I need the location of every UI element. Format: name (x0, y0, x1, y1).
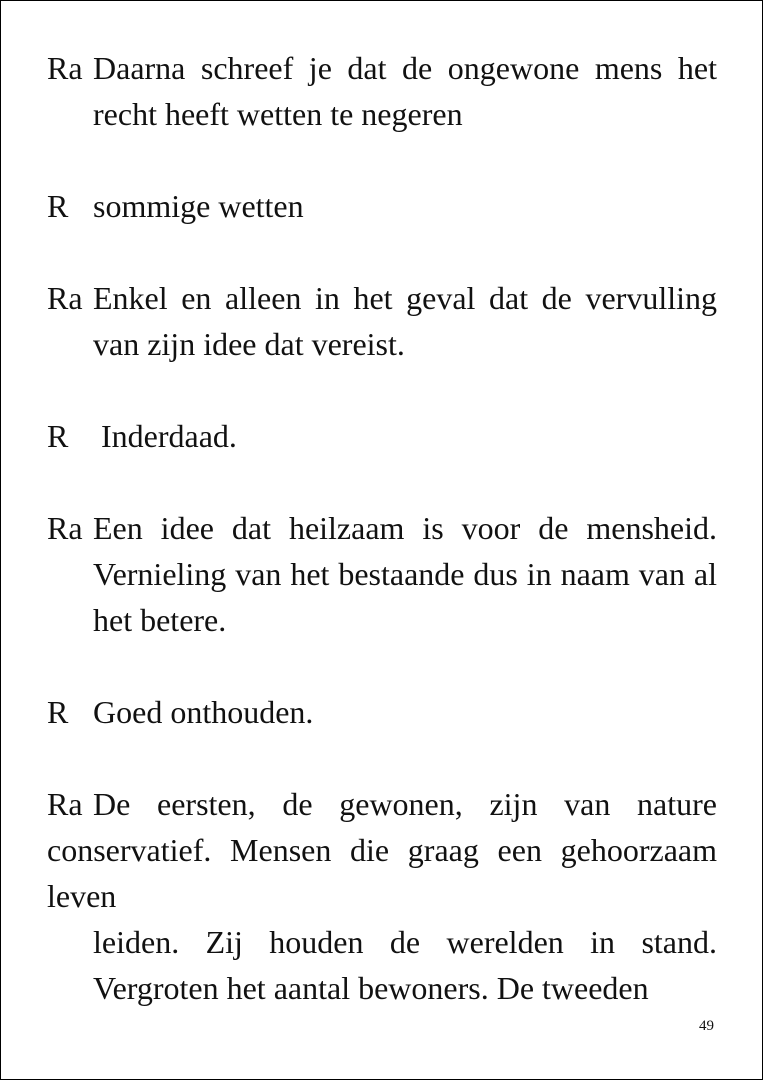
dialogue-entry (47, 45, 717, 137)
dialogue-text: sommige wetten (93, 188, 304, 224)
speaker-label: Ra (47, 510, 83, 546)
dialogue-text-first-part (47, 781, 717, 919)
dialogue-entry (47, 183, 717, 229)
dialogue-text: Daarna schreef je dat de ongewone mens het recht heeft wetten te negeren (93, 50, 717, 132)
speaker-label: R (47, 694, 69, 730)
dialogue-entry (47, 275, 717, 367)
speaker-label: Ra (47, 50, 83, 86)
page-body (47, 45, 717, 1011)
dialogue-text: Inderdaad. (101, 418, 237, 454)
dialogue-entry (47, 689, 717, 735)
dialogue-text-continuation: leiden. Zij houden de werelden in stand. Vergroten het aantal bewoners. De tweeden (93, 924, 717, 1006)
speaker-label: Ra (47, 280, 83, 316)
dialogue-text: Enkel en alleen in het geval dat de vervulling van zijn idee dat vereist. (93, 280, 717, 362)
speaker-label: R (47, 188, 69, 224)
dialogue-entry (47, 505, 717, 643)
dialogue-text: De eersten, de gewonen, zijn van nature conservatief. Mensen die graag een gehoorzaam leven (47, 786, 717, 914)
dialogue-entry-last (47, 781, 717, 1011)
dialogue-text: Goed onthouden. (93, 694, 314, 730)
speaker-label: R (47, 418, 69, 454)
dialogue-entry (47, 413, 717, 459)
speaker-label: Ra (47, 786, 83, 822)
page-number: 49 (699, 1018, 714, 1034)
dialogue-text: Een idee dat heilzaam is voor de mensheid. Vernieling van het bestaande dus in naam van al het betere. (93, 510, 717, 638)
